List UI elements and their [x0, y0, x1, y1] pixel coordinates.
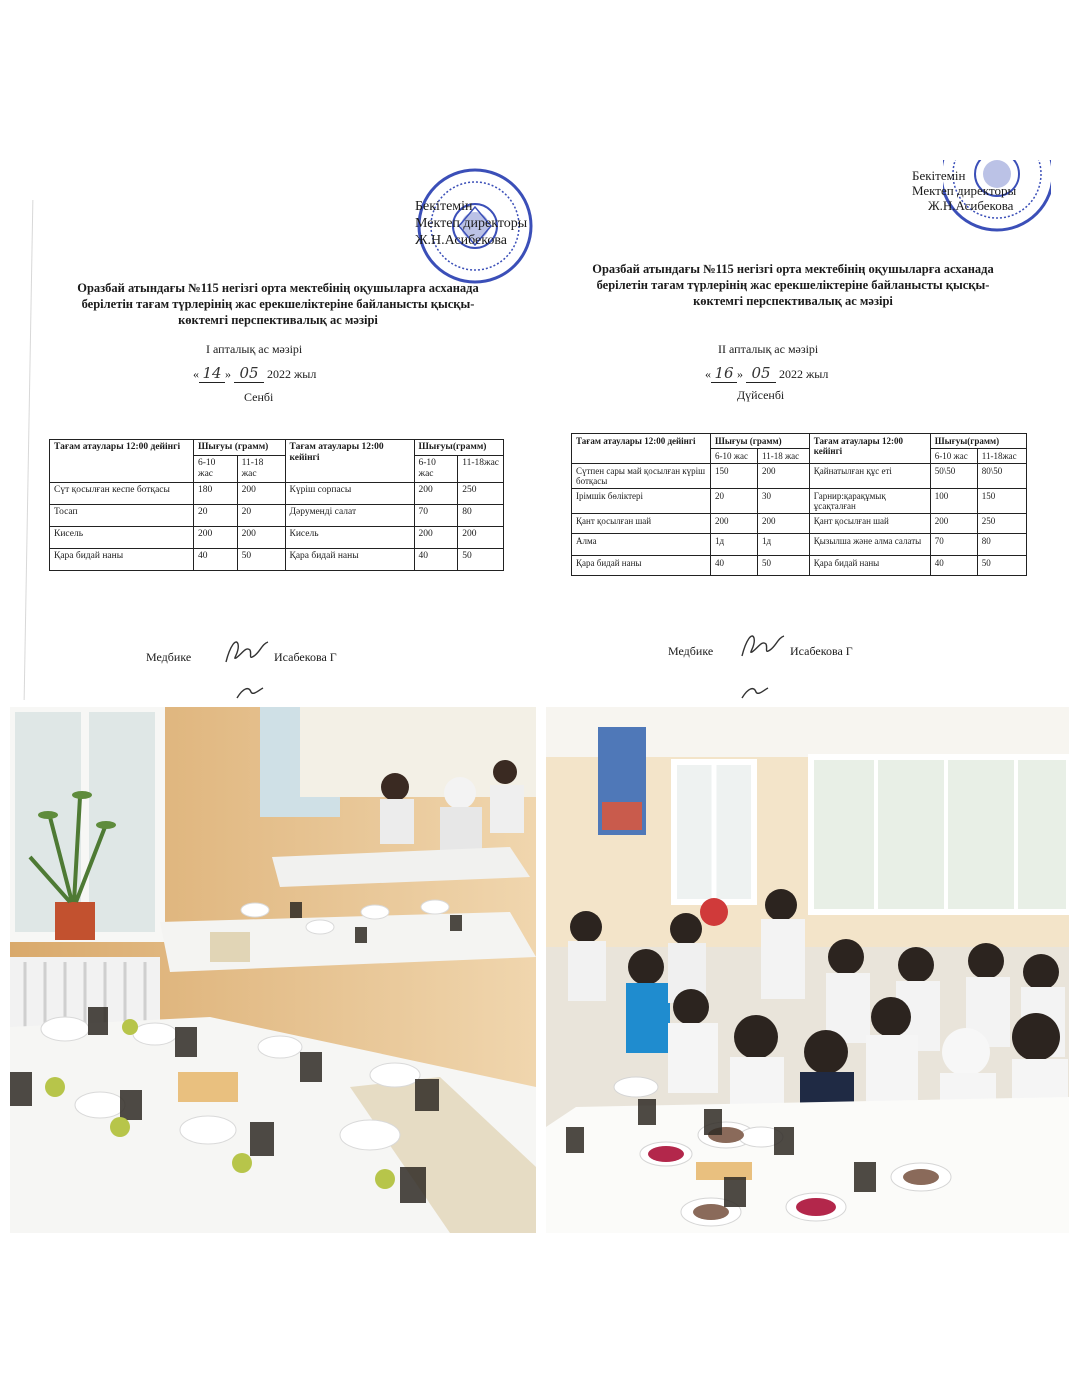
table-cell: 200: [458, 527, 504, 549]
approval-line: Мектеп директоры: [415, 216, 528, 231]
table-cell: 40: [930, 556, 977, 576]
nurse-signature: [146, 648, 406, 678]
document-title: Оразбай атындағы №115 негізгі орта мектебінің оқушыларға асханада берілетін тағам түрлерінің жас ерекшеліктеріне байланысты қысқы-көктемгі перспективалық ас мәзірі: [592, 262, 994, 308]
table-cell: 20: [237, 505, 285, 527]
table-cell: 40: [414, 549, 458, 571]
nurse-label: Медбике: [146, 650, 192, 664]
table-cell: Сүт қосылған кеспе ботқасы: [50, 483, 194, 505]
menu-document-week-1: [28, 160, 543, 700]
approval-block: [415, 198, 527, 249]
table-cell: 200: [414, 527, 458, 549]
table-cell: 1д: [711, 534, 758, 556]
table-cell: Сүтпен сары май қосылған күріш ботқасы: [572, 464, 711, 489]
table-row: [572, 556, 1027, 576]
menu-table: [571, 433, 1027, 576]
table-cell: 150: [711, 464, 758, 489]
table-cell: 50: [977, 556, 1026, 576]
table-cell: 100: [930, 489, 977, 514]
header-age: 6-10 жас: [414, 456, 458, 483]
table-cell: Қара бидай наны: [572, 556, 711, 576]
week-label: II апталық ас мәзірі: [718, 342, 819, 356]
table-cell: Ірімшік бөліктері: [572, 489, 711, 514]
header-food-before: Тағам атаулары 12:00 дейінгі: [572, 434, 711, 464]
weekday-label: Сенбі: [244, 390, 274, 404]
header-output: Шығуы (грамм): [711, 434, 810, 449]
handwritten-signature: [222, 636, 274, 666]
table-cell: 40: [194, 549, 238, 571]
date-day: 14: [199, 364, 225, 383]
table-cell: 200: [194, 527, 238, 549]
nurse-name: Исабекова Г: [274, 650, 337, 664]
partial-signature: [738, 684, 778, 700]
table-row: [572, 464, 1027, 489]
header-age: 11-18 жас: [758, 449, 810, 464]
table-cell: Қайнатылған құс еті: [809, 464, 930, 489]
header-age: 6-10 жас: [711, 449, 758, 464]
menu-date: « 14 » 05 2022 жыл: [193, 364, 317, 382]
table-cell: 20: [711, 489, 758, 514]
header-output: Шығуы(грамм): [414, 440, 504, 456]
document-title: Оразбай атындағы №115 негізгі орта мектебінің оқушыларға асханада берілетін тағам түрлерінің жас ерекшеліктеріне байланысты қысқы-көктемгі перспективалық ас мәзірі: [77, 281, 479, 327]
nurse-signature: [668, 642, 928, 672]
table-cell: 40: [711, 556, 758, 576]
header-age: 11-18жас: [458, 456, 504, 483]
table-cell: Қара бидай наны: [285, 549, 414, 571]
table-cell: Алма: [572, 534, 711, 556]
table-cell: 70: [930, 534, 977, 556]
table-cell: 200: [237, 527, 285, 549]
nurse-name: Исабекова Г: [790, 644, 853, 658]
table-cell: 200: [414, 483, 458, 505]
table-cell: 200: [758, 464, 810, 489]
table-cell: Тосап: [50, 505, 194, 527]
table-cell: Қызылша және алма салаты: [809, 534, 930, 556]
table-cell: 250: [458, 483, 504, 505]
table-cell: Күріш сорпасы: [285, 483, 414, 505]
date-year: 2022 жыл: [267, 367, 317, 381]
table-cell: 80: [458, 505, 504, 527]
page-edge: [24, 200, 34, 700]
header-age: 6-10 жас: [930, 449, 977, 464]
canteen-children-photo: [546, 707, 1069, 1233]
table-cell: 1д: [758, 534, 810, 556]
approval-line: Бекітемін: [912, 168, 966, 183]
date-year: 2022 жыл: [779, 367, 829, 381]
approval-line: Ж.Н.Асибекова: [415, 233, 508, 248]
table-row: [572, 489, 1027, 514]
date-month: 05: [234, 364, 264, 383]
weekday-label: Дүйсенбі: [737, 388, 785, 402]
table-row: [50, 527, 504, 549]
table-cell: 50: [458, 549, 504, 571]
table-cell: 70: [414, 505, 458, 527]
table-cell: 200: [930, 514, 977, 534]
table-cell: Қара бидай наны: [50, 549, 194, 571]
table-cell: 200: [758, 514, 810, 534]
table-cell: 50\50: [930, 464, 977, 489]
table-cell: 80\50: [977, 464, 1026, 489]
header-food-after: Тағам атаулары 12:00 кейінгі: [809, 434, 930, 464]
header-age: 6-10 жас: [194, 456, 238, 483]
header-output: Шығуы(грамм): [930, 434, 1026, 449]
approval-line: Ж.Н.Асибекова: [928, 198, 1014, 213]
table-cell: Қант қосылған шай: [572, 514, 711, 534]
nurse-label: Медбике: [668, 644, 714, 658]
table-row: [50, 549, 504, 571]
dining-table-photo: [10, 707, 536, 1233]
date-day: 16: [711, 364, 737, 383]
table-cell: 180: [194, 483, 238, 505]
header-age: 11-18 жас: [237, 456, 285, 483]
header-output: Шығуы (грамм): [194, 440, 286, 456]
table-cell: Дәрумендi салат: [285, 505, 414, 527]
table-row: [572, 514, 1027, 534]
table-cell: 150: [977, 489, 1026, 514]
table-row: [572, 534, 1027, 556]
table-cell: 80: [977, 534, 1026, 556]
menu-document-week-2: [548, 160, 1048, 700]
table-cell: 50: [758, 556, 810, 576]
approval-line: Бекітемін: [415, 199, 473, 214]
table-cell: 50: [237, 549, 285, 571]
header-food-before: Тағам атаулары 12:00 дейінгі: [50, 440, 194, 483]
table-row: [50, 505, 504, 527]
table-cell: 200: [237, 483, 285, 505]
table-cell: 20: [194, 505, 238, 527]
menu-date: « 16 » 05 2022 жыл: [705, 364, 829, 382]
table-row: [50, 483, 504, 505]
date-month: 05: [746, 364, 776, 383]
table-cell: Қара бидай наны: [809, 556, 930, 576]
menu-table: [49, 439, 504, 571]
approval-block: [912, 168, 1016, 213]
header-age: 11-18жас: [977, 449, 1026, 464]
table-cell: 200: [711, 514, 758, 534]
table-cell: Кисель: [285, 527, 414, 549]
handwritten-signature: [738, 630, 790, 660]
week-label: I апталық ас мәзірі: [206, 342, 303, 356]
table-cell: 30: [758, 489, 810, 514]
partial-signature: [233, 684, 273, 700]
table-cell: 250: [977, 514, 1026, 534]
approval-line: Мектеп директоры: [912, 183, 1017, 198]
table-cell: Қант қосылған шай: [809, 514, 930, 534]
table-cell: Гарнир:қарақұмық ұсақталған: [809, 489, 930, 514]
header-food-after: Тағам атаулары 12:00 кейінгі: [285, 440, 414, 483]
table-cell: Кисель: [50, 527, 194, 549]
